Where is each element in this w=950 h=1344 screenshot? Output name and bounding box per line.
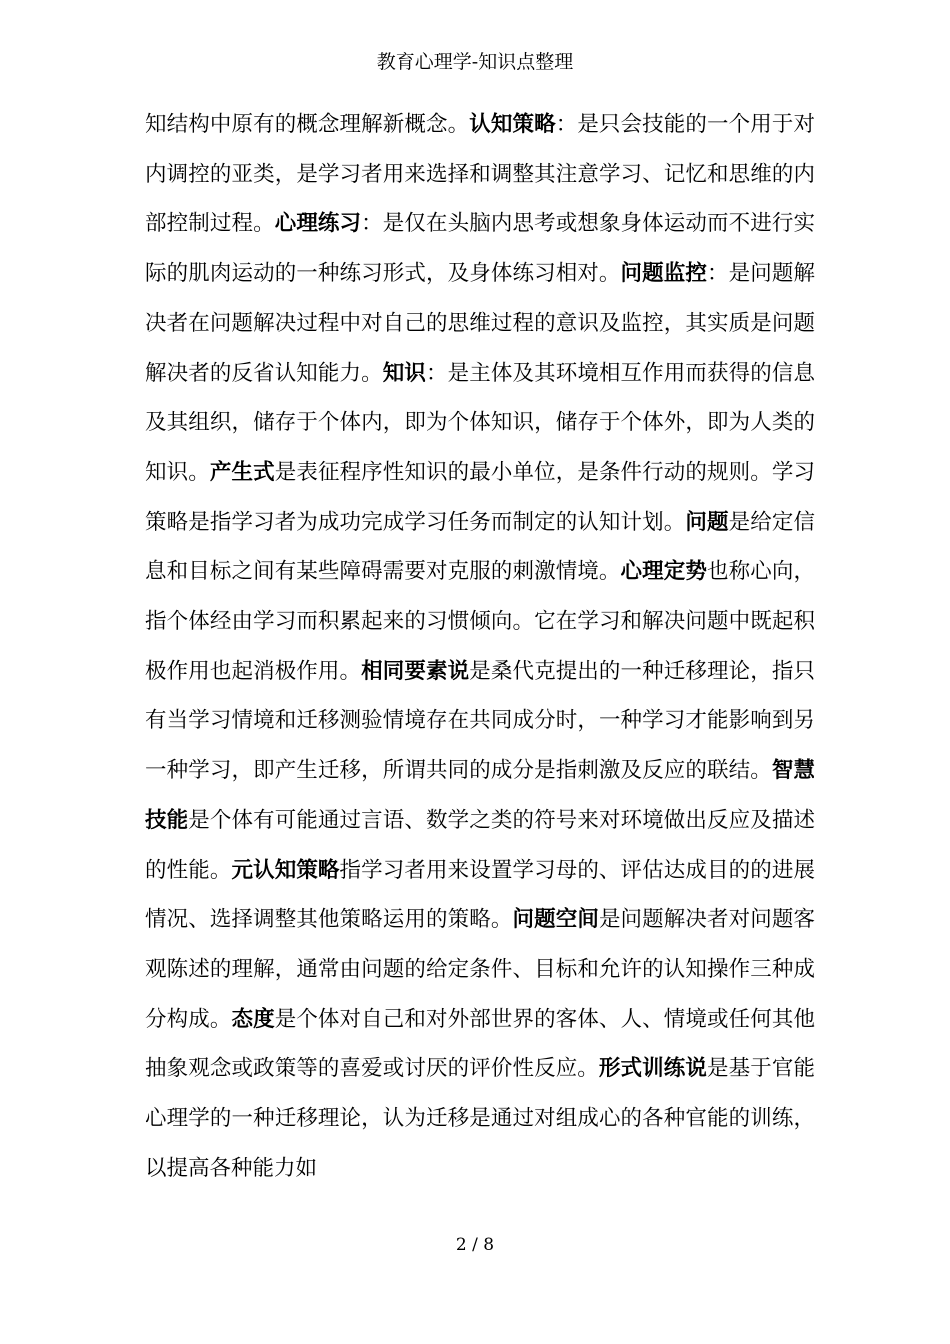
definition-text: 是个体有可能通过言语、数学之类的符号来对环境做出反应及描述的性能。 xyxy=(145,807,815,883)
term-heading: 智慧技能 xyxy=(145,758,815,833)
term-heading: 知识 xyxy=(382,360,427,386)
term-heading: 形式训练说 xyxy=(598,1056,707,1082)
definition-text: 是基于官能心理学的一种迁移理论，认为迁移是通过对组成心的各种官能的训练，以提高各种能力如 xyxy=(145,1056,815,1181)
term-heading: 态度 xyxy=(231,1006,275,1032)
term-heading: 认知策略 xyxy=(469,112,556,137)
term-heading: 相同要素说 xyxy=(361,658,470,684)
definition-text: 是个体对自己和对外部世界的客体、人、情境或任何其他抽象观念或政策等的喜爱或讨厌的评价性反应。 xyxy=(145,1006,815,1082)
page-number: 2 / 8 xyxy=(455,1235,495,1255)
term-heading: 问题监控 xyxy=(620,261,708,287)
definition-text: ：是仅在头脑内思考或想象身体运动而不进行实际的肌肉运动的一种练习形式，及身体练习相对。 xyxy=(145,211,815,287)
definition-text: ：是只会技能的一个用于对内调控的亚类，是学习者用来选择和调整其注意学习、记忆和思维的内部控制过程。 xyxy=(145,112,815,237)
definition-text: 是给定信息和目标之间有某些障碍需要对克服的刺激情境。 xyxy=(145,509,815,585)
definition-text: 知结构中原有的概念理解新概念。 xyxy=(145,112,470,137)
definition-text: 是问题解决者对问题客观陈述的理解，通常由问题的给定条件、目标和允许的认知操作三种成分构成。 xyxy=(145,907,815,1032)
term-heading: 元认知策略 xyxy=(231,857,340,883)
body-paragraph xyxy=(145,100,815,1193)
definition-text: ：是问题解决者在问题解决过程中对自己的思维过程的意识及监控，其实质是问题解决者的反省认知能力。 xyxy=(145,261,815,386)
term-heading: 心理定势 xyxy=(620,559,708,585)
page-header-title: 教育心理学-知识点整理 xyxy=(376,51,574,73)
term-heading: 产生式 xyxy=(209,459,275,485)
definition-text: ：是主体及其环境相互作用而获得的信息及其组织，储存于个体内，即为个体知识，储存于个体外，即为人类的知识。 xyxy=(145,360,815,485)
definition-text: 是表征程序性知识的最小单位，是条件行动的规则。学习策略是指学习者为成功完成学习任务而制定的认知计划。 xyxy=(145,459,815,535)
definition-text: 指学习者用来设置学习母的、评估达成目的的进展情况、选择调整其他策略运用的策略。 xyxy=(145,857,815,933)
term-heading: 心理练习 xyxy=(274,211,362,237)
definition-text: 是桑代克提出的一种迁移理论，指只有当学习情境和迁移测验情境存在共同成分时，一种学习才能影响到另一种学习，即产生迁移，所谓共同的成分是指刺激及反应的联结。 xyxy=(145,658,815,784)
term-heading: 问题 xyxy=(685,509,729,535)
definition-text: 也称心向，指个体经由学习而积累起来的习惯倾向。它在学习和解决问题中既起积极作用也起消极作用。 xyxy=(145,559,815,684)
term-heading: 问题空间 xyxy=(512,907,599,933)
